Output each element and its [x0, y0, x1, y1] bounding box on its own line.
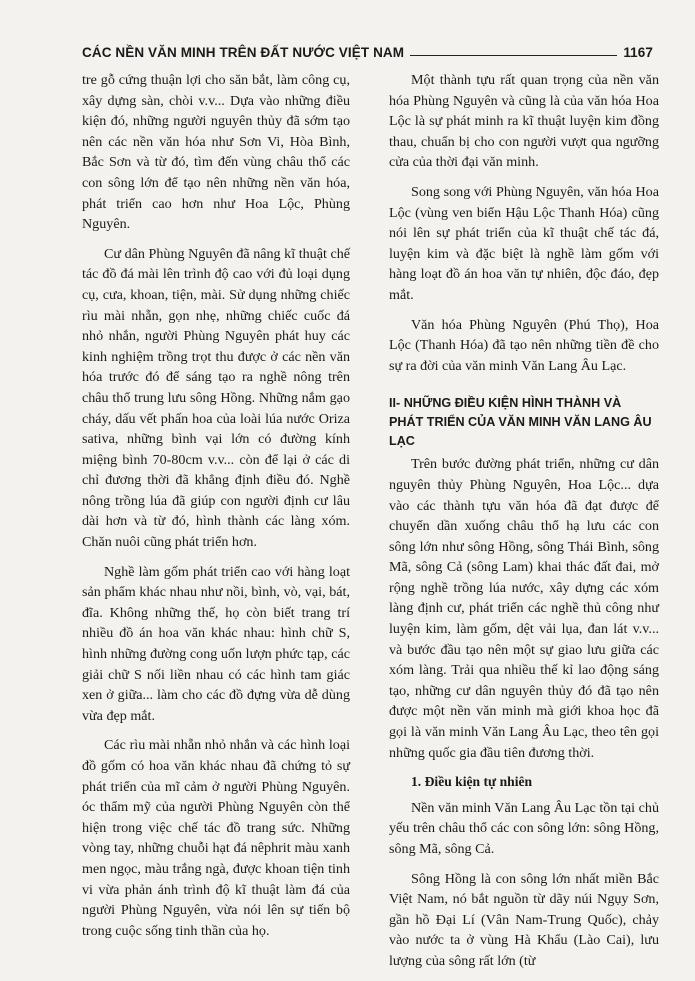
paragraph: Cư dân Phùng Nguyên đã nâng kĩ thuật chế tác đồ đá mài lên trình độ cao với đủ loại dụng cụ, cưa, khoan, tiện, mài. Sử dụng những chiếc rìu mài nhẵn, gọn nhẹ, những chiếc cuốc đá nhỏ nhắn, người Phùng Nguyên phát huy các kinh nghiệm trồng trọt thu được ở các nền văn hóa trước đó để sáng tạo ra nghề nông trên châu thổ trung lưu sông Hồng. Những nắm gạo cháy, dấu vết phấn hoa của loài lúa nước Oriza sativa, những bình vại lớn có đường kính miệng bình 70-80cm v.v... còn để lại ở các di chỉ đương thời đã khẳng định điều đó. Nghề nông trồng lúa đã giúp con người định cư lâu dài hơn và từ đó, hình thành các làng xóm. Chăn nuôi cũng phát triển hơn.: [82, 245, 350, 551]
paragraph: Văn hóa Phùng Nguyên (Phú Thọ), Hoa Lộc (Thanh Hóa) đã tạo nên những tiền đề cho sự ra đời của văn minh Văn Lang Âu Lạc.: [389, 316, 659, 374]
paragraph: Một thành tựu rất quan trọng của nền văn hóa Phùng Nguyên và cũng là của văn hóa Hoa Lộc là sự phát minh ra kĩ thuật luyện kim đồng thau, chuẩn bị cho con người vượt qua ngưỡng cửa của thời đại văn minh.: [389, 72, 659, 171]
right-column: [389, 70, 659, 981]
paragraph: tre gỗ cứng thuận lợi cho săn bắt, làm công cụ, xây dựng sàn, chòi v.v... Dựa vào những điều kiện đó, những người nguyên thủy đã sớm tạo nên các nền văn hóa như Sơn Vi, Hòa Bình, Bắc Sơn và từ đó, tìm đến vùng châu thổ các con sông lớn để tạo nên những nền văn hóa, phát triển cao hơn như Hoa Lộc, Phùng Nguyên.: [82, 72, 350, 233]
running-header-title: CÁC NỀN VĂN MINH TRÊN ĐẤT NƯỚC VIỆT NAM: [82, 45, 405, 60]
header-rule: [410, 55, 617, 56]
paragraph: Trên bước đường phát triển, những cư dân nguyên thủy Phùng Nguyên, Hoa Lộc... dựa vào các thành tựu văn hóa đã đạt được để chuyển dần xuống châu thổ hạ lưu các con sông lớn như sông Hồng, sông Thái Bình, sông Mã, sông Cả (sông Lam) khai thác đất đai, mở rộng nghề trồng lúa nước, xây dựng các xóm làng định cư, phát triển các nghề thủ công như luyện kim, làm gốm, dệt vải lụa, đan lát v.v... và bước đầu tạo nên một sự giao lưu giữa các xóm làng. Trải qua nhiều thế kỉ lao động sáng tạo, những cư dân nguyên thủy đó đã tạo nên được một nền văn minh mà giới khoa học đã gọi là văn minh Văn Lang Âu Lạc, theo tên gọi những quốc gia đầu tiên đương thời.: [389, 456, 659, 761]
paragraph: Song song với Phùng Nguyên, văn hóa Hoa Lộc (vùng ven biển Hậu Lộc Thanh Hóa) cũng nói lên sự phát triển của kĩ thuật chế tác đá, luyện kim và đặc biệt là nghề làm gốm với hàng loạt đồ án hoa văn tự nhiên, độc đáo, đẹp mắt.: [389, 183, 659, 303]
subsection-heading: 1. Điều kiện tự nhiên: [411, 774, 533, 790]
page-number: 1167: [623, 45, 653, 60]
paragraph: Nền văn minh Văn Lang Âu Lạc tồn tại chủ yếu trên châu thổ các con sông lớn: sông Hồng, sông Mã, sông Cả.: [389, 799, 659, 857]
paragraph: Nghề làm gốm phát triển cao với hàng loạt sản phẩm khác nhau như nồi, bình, vò, vại, bát, đĩa. Không những thế, họ còn biết trang trí nhiều đồ án hoa văn khác nhau: hình chữ S, hình những đường cong uốn lượn phức tạp, các giải chữ S nối liền nhau có các hình tam giác xen ở giữa... làm cho các đồ đựng vừa dễ dùng vừa đẹp mắt.: [82, 563, 350, 724]
section-heading: II- NHỮNG ĐIỀU KIỆN HÌNH THÀNH VÀ PHÁT TRIỂN CỦA VĂN MINH VĂN LANG ÂU LẠC: [389, 396, 652, 449]
paragraph: Sông Hồng là con sông lớn nhất miền Bắc Việt Nam, nó bắt nguồn từ dãy núi Ngụy Sơn, gần hồ Đại Lí (Vân Nam-Trung Quốc), chảy vào nước ta ở vùng Hà Khẩu (Lào Cai), lưu lượng của sông rất lớn (từ: [389, 870, 659, 969]
running-header: [82, 38, 653, 60]
paragraph: Các rìu mài nhẵn nhỏ nhắn và các hình loại đồ gốm có hoa văn khác nhau đã chứng tỏ sự phát triển của mĩ cảm ở người Phùng Nguyên. óc thẩm mỹ của người Phùng Nguyên còn thể hiện trong việc chế tác đồ trang sức. Những vòng tay, những chuỗi hạt đá nêphrit màu xanh men ngọc, màu trắng ngà, được khoan tiện tinh vi vừa phản ánh trình độ kĩ thuật làm đá của người Phùng Nguyên, vừa nói lên sự tiến bộ trong cuộc sống tinh thần của họ.: [82, 737, 350, 939]
left-column: [82, 70, 350, 950]
